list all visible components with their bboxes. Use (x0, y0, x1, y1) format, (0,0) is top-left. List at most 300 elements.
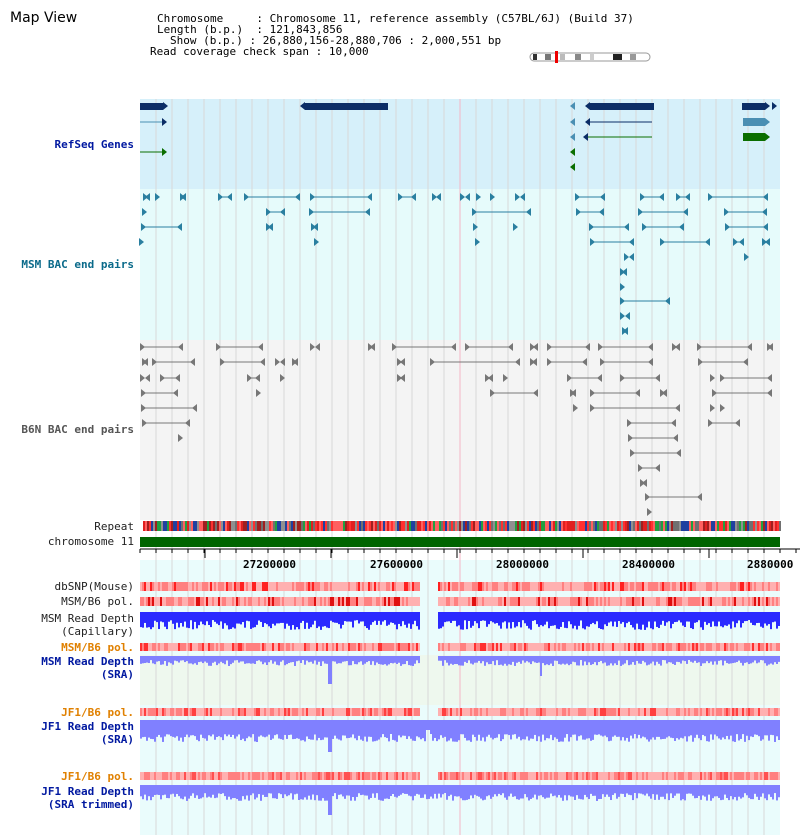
msm-b6-pol-2-heat (224, 643, 226, 651)
jf1-pol-heat (708, 708, 710, 716)
msm-read-depth-sra (624, 656, 626, 663)
jf1-read-depth-trimmed (324, 785, 326, 801)
msm-read-depth-sra (528, 656, 530, 662)
msm-b6-pol-2-heat (732, 643, 734, 651)
msm-b6-pol-2-heat (146, 643, 148, 651)
msm-read-depth-capillary (484, 612, 486, 621)
jf1-read-depth-sra (402, 720, 404, 736)
jf1-read-depth-sra (624, 720, 626, 741)
jf1-read-depth-trimmed (708, 785, 710, 795)
jf1-pol-heat (254, 708, 256, 716)
jf1-pol-2-heat (546, 772, 548, 780)
msm-read-depth-capillary (156, 612, 158, 622)
jf1-read-depth-trimmed (226, 785, 228, 800)
jf1-pol-heat (232, 708, 234, 716)
msm-b6-pol-2-heat (630, 643, 632, 651)
dbsnp-heat (616, 582, 618, 591)
msm-b6-pol-heat (456, 597, 458, 606)
jf1-pol-heat (688, 708, 690, 716)
jf1-pol-heat (636, 708, 638, 716)
msm-read-depth-sra (156, 656, 158, 662)
jf1-read-depth-sra (668, 720, 670, 736)
jf1-read-depth-trimmed (250, 785, 252, 795)
jf1-read-depth-sra (518, 720, 520, 737)
jf1-pol-2-heat (302, 772, 304, 780)
jf1-pol-heat (196, 708, 198, 716)
msm-read-depth-capillary (726, 612, 728, 626)
repeat-segment (283, 521, 285, 531)
dbsnp-heat (340, 582, 342, 591)
msm-read-depth-sra (446, 656, 448, 663)
msm-read-depth-capillary (566, 612, 568, 628)
jf1-pol-heat (750, 708, 752, 716)
msm-b6-pol-2-heat (656, 643, 658, 651)
dbsnp-heat (504, 582, 506, 591)
jf1-read-depth-trimmed (544, 785, 546, 799)
msm-b6-pol-heat (242, 597, 244, 606)
jf1-pol-heat (572, 708, 574, 716)
jf1-read-depth-sra (388, 720, 390, 741)
dbsnp-heat (502, 582, 504, 591)
msm-b6-pol-2-heat (342, 643, 344, 651)
track-label-jf1-depth-trim-sub: (SRA trimmed) (47, 798, 134, 811)
jf1-pol-2-heat (540, 772, 542, 780)
jf1-read-depth-trimmed (556, 785, 558, 797)
jf1-pol-heat (258, 708, 260, 716)
msm-b6-pol-heat (480, 597, 482, 606)
dbsnp-heat (560, 582, 562, 591)
jf1-pol-2-heat (182, 772, 184, 780)
dbsnp-heat (300, 582, 302, 591)
msm-b6-pol-heat (510, 597, 512, 606)
jf1-read-depth-trimmed (726, 785, 728, 798)
repeat-segment (527, 521, 529, 531)
repeat-segment (663, 521, 665, 531)
msm-read-depth-capillary (276, 612, 278, 623)
repeat-segment (271, 521, 273, 531)
msm-read-depth-capillary (616, 612, 618, 627)
msm-read-depth-capillary (638, 612, 640, 629)
msm-read-depth-sra (602, 656, 604, 663)
jf1-read-depth-sra (142, 720, 144, 737)
msm-b6-pol-2-heat (416, 643, 418, 651)
jf1-pol-2-heat (160, 772, 162, 780)
jf1-pol-2-heat (200, 772, 202, 780)
msm-read-depth-sra (732, 656, 734, 663)
jf1-read-depth-trimmed (636, 785, 638, 798)
jf1-pol-2-heat (524, 772, 526, 780)
msm-read-depth-sra (674, 656, 676, 665)
jf1-pol-heat (384, 708, 386, 716)
msm-read-depth-sra (498, 656, 500, 665)
jf1-pol-heat (410, 708, 412, 716)
jf1-read-depth-trimmed (210, 785, 212, 798)
msm-read-depth-capillary (186, 612, 188, 628)
repeat-segment (361, 521, 363, 531)
jf1-pol-heat (372, 708, 374, 716)
msm-read-depth-capillary (448, 612, 450, 621)
msm-b6-pol-heat (644, 597, 646, 606)
jf1-read-depth-trimmed (420, 785, 422, 798)
msm-read-depth-capillary (260, 612, 262, 622)
msm-read-depth-capillary (476, 612, 478, 623)
jf1-pol-2-heat (486, 772, 488, 780)
dbsnp-heat (706, 582, 708, 591)
gene-feature (743, 133, 765, 141)
msm-b6-pol-heat (378, 597, 380, 606)
jf1-read-depth-sra (468, 720, 470, 740)
dbsnp-heat (344, 582, 346, 591)
jf1-read-depth-trimmed (416, 785, 418, 794)
msm-read-depth-capillary (648, 612, 650, 622)
jf1-read-depth-trimmed (320, 785, 322, 801)
jf1-read-depth-sra (200, 720, 202, 735)
msm-read-depth-capillary (298, 612, 300, 629)
repeat-segment (691, 521, 693, 531)
msm-b6-pol-heat (464, 597, 466, 606)
msm-read-depth-sra (164, 656, 166, 661)
jf1-read-depth-sra (470, 720, 472, 742)
dbsnp-heat (388, 582, 390, 591)
msm-b6-pol-2-heat (364, 643, 366, 651)
jf1-pol-heat (292, 708, 294, 716)
dbsnp-heat (552, 582, 554, 591)
dbsnp-heat (150, 582, 152, 591)
jf1-read-depth-trimmed (692, 785, 694, 796)
jf1-pol-heat (760, 708, 762, 716)
msm-read-depth-sra (268, 656, 270, 662)
jf1-read-depth-sra (322, 720, 324, 740)
dbsnp-heat (734, 582, 736, 591)
jf1-pol-2-heat (450, 772, 452, 780)
jf1-read-depth-trimmed (270, 785, 272, 793)
jf1-read-depth-sra (164, 720, 166, 737)
jf1-read-depth-trimmed (140, 785, 142, 796)
jf1-pol-heat (648, 708, 650, 716)
jf1-pol-2-heat (606, 772, 608, 780)
jf1-pol-2-heat (464, 772, 466, 780)
repeat-segment (303, 521, 305, 531)
jf1-pol-2-heat (266, 772, 268, 780)
msm-b6-pol-2-heat (596, 643, 598, 651)
repeat-segment (595, 521, 597, 531)
jf1-read-depth-trimmed (352, 785, 354, 797)
dbsnp-heat (566, 582, 568, 591)
dbsnp-heat (302, 582, 304, 591)
msm-b6-pol-heat (178, 597, 180, 606)
jf1-pol-2-heat (686, 772, 688, 780)
track-label-refseq[interactable]: RefSeq Genes (54, 138, 134, 151)
jf1-read-depth-sra (606, 720, 608, 737)
dbsnp-heat (446, 582, 448, 591)
jf1-pol-2-heat (746, 772, 748, 780)
msm-b6-pol-2-heat (206, 643, 208, 651)
msm-read-depth-sra (776, 656, 778, 664)
dbsnp-heat (390, 582, 392, 591)
msm-b6-pol-2-heat (268, 643, 270, 651)
jf1-read-depth-trimmed (694, 785, 696, 798)
jf1-pol-2-heat (178, 772, 180, 780)
jf1-read-depth-trimmed (742, 785, 744, 797)
jf1-read-depth-trimmed (684, 785, 686, 800)
jf1-read-depth-sra (720, 720, 722, 740)
jf1-pol-2-heat (206, 772, 208, 780)
msm-b6-pol-heat (672, 597, 674, 606)
msm-read-depth-capillary (232, 612, 234, 627)
jf1-read-depth-trimmed (672, 785, 674, 798)
jf1-pol-2-heat (696, 772, 698, 780)
repeat-segment (481, 521, 483, 531)
msm-read-depth-capillary (558, 612, 560, 629)
msm-b6-pol-heat (610, 597, 612, 606)
jf1-pol-heat (216, 708, 218, 716)
repeat-segment (603, 521, 605, 531)
jf1-pol-heat (540, 708, 542, 716)
dbsnp-heat (234, 582, 236, 591)
jf1-read-depth-trimmed (458, 785, 460, 796)
repeat-segment (721, 521, 723, 531)
msm-b6-pol-heat (532, 597, 534, 606)
msm-read-depth-capillary (708, 612, 710, 623)
msm-b6-pol-2-heat (718, 643, 720, 651)
msm-b6-pol-heat (200, 597, 202, 606)
msm-b6-pol-2-heat (724, 643, 726, 651)
msm-read-depth-capillary (610, 612, 612, 621)
repeat-segment (215, 521, 217, 531)
msm-read-depth-sra (502, 656, 504, 666)
jf1-read-depth-trimmed (576, 785, 578, 795)
msm-b6-pol-heat (298, 597, 300, 606)
jf1-pol-heat (324, 708, 326, 716)
repeat-segment (465, 521, 467, 531)
dbsnp-heat (332, 582, 334, 591)
jf1-pol-2-heat (572, 772, 574, 780)
jf1-read-depth-sra (312, 720, 314, 740)
jf1-read-depth-trimmed (510, 785, 512, 794)
jf1-read-depth-sra (170, 720, 172, 736)
repeat-segment (379, 521, 381, 531)
msm-read-depth-sra (698, 656, 700, 662)
msm-b6-pol-heat (440, 597, 442, 606)
jf1-pol-heat (334, 708, 336, 716)
jf1-pol-2-heat (308, 772, 310, 780)
jf1-pol-heat (242, 708, 244, 716)
msm-read-depth-sra (250, 656, 252, 664)
msm-b6-pol-2-heat (560, 643, 562, 651)
jf1-pol-2-heat (452, 772, 454, 780)
jf1-pol-2-heat (702, 772, 704, 780)
repeat-segment (467, 521, 469, 531)
repeat-segment (645, 521, 647, 531)
msm-b6-pol-2-heat (654, 643, 656, 651)
msm-b6-pol-heat (730, 597, 732, 606)
repeat-segment (187, 521, 189, 531)
msm-read-depth-capillary (676, 612, 678, 622)
msm-read-depth-capillary (556, 612, 558, 629)
msm-read-depth-sra (300, 656, 302, 663)
repeat-segment (273, 521, 275, 531)
jf1-pol-heat (404, 708, 406, 716)
jf1-read-depth-trimmed (762, 785, 764, 793)
jf1-read-depth-sra (696, 720, 698, 735)
jf1-read-depth-sra (702, 720, 704, 735)
msm-b6-pol-2-heat (520, 643, 522, 651)
jf1-pol-2-heat (158, 772, 160, 780)
jf1-pol-heat (400, 708, 402, 716)
msm-b6-pol-2-heat (170, 643, 172, 651)
dbsnp-heat (720, 582, 722, 591)
dbsnp-heat (268, 582, 270, 591)
track-label-b6n-bac[interactable]: B6N BAC end pairs (21, 423, 134, 436)
jf1-read-depth-trimmed (144, 785, 146, 795)
msm-b6-pol-heat (664, 597, 666, 606)
jf1-pol-2-heat (412, 772, 414, 780)
jf1-pol-heat (686, 708, 688, 716)
jf1-pol-heat (468, 708, 470, 716)
msm-b6-pol-2-heat (232, 643, 234, 651)
jf1-pol-2-heat (598, 772, 600, 780)
dbsnp-heat (352, 582, 354, 591)
jf1-pol-heat (382, 708, 384, 716)
jf1-read-depth-trimmed (640, 785, 642, 794)
jf1-read-depth-trimmed (302, 785, 304, 800)
jf1-read-depth-sra (368, 720, 370, 737)
msm-b6-pol-2-heat (204, 643, 206, 651)
msm-b6-pol-2-heat (768, 643, 770, 651)
jf1-read-depth-trimmed (506, 785, 508, 800)
msm-b6-pol-heat (192, 597, 194, 606)
msm-b6-pol-heat (584, 597, 586, 606)
jf1-pol-2-heat (222, 772, 224, 780)
jf1-pol-heat (358, 708, 360, 716)
msm-read-depth-sra (544, 656, 546, 665)
dbsnp-heat (320, 582, 322, 591)
msm-b6-pol-heat (206, 597, 208, 606)
msm-b6-pol-heat (260, 597, 262, 606)
msm-b6-pol-2-heat (628, 643, 630, 651)
jf1-read-depth-trimmed (412, 785, 414, 800)
jf1-pol-heat (480, 708, 482, 716)
repeat-segment (673, 521, 675, 531)
jf1-pol-heat (716, 708, 718, 716)
jf1-pol-heat (678, 708, 680, 716)
msm-read-depth-capillary (280, 612, 282, 623)
jf1-read-depth-sra (356, 720, 358, 740)
jf1-read-depth-trimmed (634, 785, 636, 793)
jf1-pol-2-heat (274, 772, 276, 780)
jf1-pol-heat (240, 708, 242, 716)
msm-b6-pol-heat (574, 597, 576, 606)
jf1-pol-heat (676, 708, 678, 716)
msm-b6-pol-heat (560, 597, 562, 606)
msm-b6-pol-2-heat (290, 643, 292, 651)
jf1-pol-2-heat (588, 772, 590, 780)
jf1-pol-2-heat (742, 772, 744, 780)
jf1-pol-heat (596, 708, 598, 716)
jf1-read-depth-trimmed (182, 785, 184, 799)
msm-b6-pol-heat (652, 597, 654, 606)
msm-read-depth-sra (728, 656, 730, 664)
msm-b6-pol-heat (700, 597, 702, 606)
jf1-read-depth-sra (240, 720, 242, 740)
msm-read-depth-capillary (532, 612, 534, 621)
msm-read-depth-capillary (682, 612, 684, 626)
msm-b6-pol-heat (642, 597, 644, 606)
msm-read-depth-sra (252, 656, 254, 663)
msm-read-depth-capillary (644, 612, 646, 630)
msm-b6-pol-heat (720, 597, 722, 606)
jf1-pol-heat (494, 708, 496, 716)
jf1-read-depth-sra (738, 720, 740, 740)
jf1-read-depth-trimmed (188, 785, 190, 799)
jf1-pol-heat (264, 708, 266, 716)
jf1-read-depth-sra (710, 720, 712, 734)
dbsnp-heat (208, 582, 210, 591)
jf1-read-depth-trimmed (348, 785, 350, 796)
jf1-pol-heat (668, 708, 670, 716)
jf1-pol-heat (772, 708, 774, 716)
msm-b6-pol-heat (284, 597, 286, 606)
msm-b6-pol-heat (490, 597, 492, 606)
msm-read-depth-sra (194, 656, 196, 663)
dbsnp-heat (676, 582, 678, 591)
jf1-pol-2-heat (242, 772, 244, 780)
jf1-pol-2-heat (668, 772, 670, 780)
msm-read-depth-sra (204, 656, 206, 662)
jf1-pol-2-heat (744, 772, 746, 780)
msm-b6-pol-heat (340, 597, 342, 606)
msm-read-depth-sra (362, 656, 364, 665)
msm-b6-pol-heat (362, 597, 364, 606)
msm-b6-pol-heat (656, 597, 658, 606)
msm-b6-pol-heat (172, 597, 174, 606)
msm-b6-pol-heat (626, 597, 628, 606)
msm-read-depth-capillary (392, 612, 394, 623)
msm-b6-pol-heat (566, 597, 568, 606)
jf1-pol-heat (692, 708, 694, 716)
jf1-read-depth-trimmed (308, 785, 310, 796)
jf1-read-depth-trimmed (160, 785, 162, 799)
msm-read-depth-sra (288, 656, 290, 663)
msm-read-depth-sra (402, 656, 404, 664)
jf1-read-depth-trimmed (176, 785, 178, 794)
jf1-pol-2-heat (494, 772, 496, 780)
jf1-pol-heat (462, 708, 464, 716)
dbsnp-heat (214, 582, 216, 591)
msm-read-depth-sra (470, 656, 472, 664)
msm-read-depth-sra (158, 656, 160, 661)
jf1-pol-2-heat (700, 772, 702, 780)
repeat-segment (727, 521, 729, 531)
dbsnp-heat (144, 582, 146, 591)
dbsnp-heat (324, 582, 326, 591)
dbsnp-heat (290, 582, 292, 591)
dbsnp-heat (762, 582, 764, 591)
msm-b6-pol-2-heat (276, 643, 278, 651)
repeat-segment (165, 521, 167, 531)
jf1-read-depth-trimmed (202, 785, 204, 797)
dbsnp-heat (708, 582, 710, 591)
repeat-segment (539, 521, 541, 531)
jf1-pol-2-heat (340, 772, 342, 780)
jf1-read-depth-trimmed (488, 785, 490, 795)
msm-read-depth-sra (456, 656, 458, 664)
track-label-msm-bac[interactable]: MSM BAC end pairs (21, 258, 134, 271)
msm-read-depth-sra (376, 656, 378, 663)
jf1-pol-heat (706, 708, 708, 716)
msm-read-depth-sra (708, 656, 710, 663)
msm-b6-pol-2-heat (254, 643, 256, 651)
